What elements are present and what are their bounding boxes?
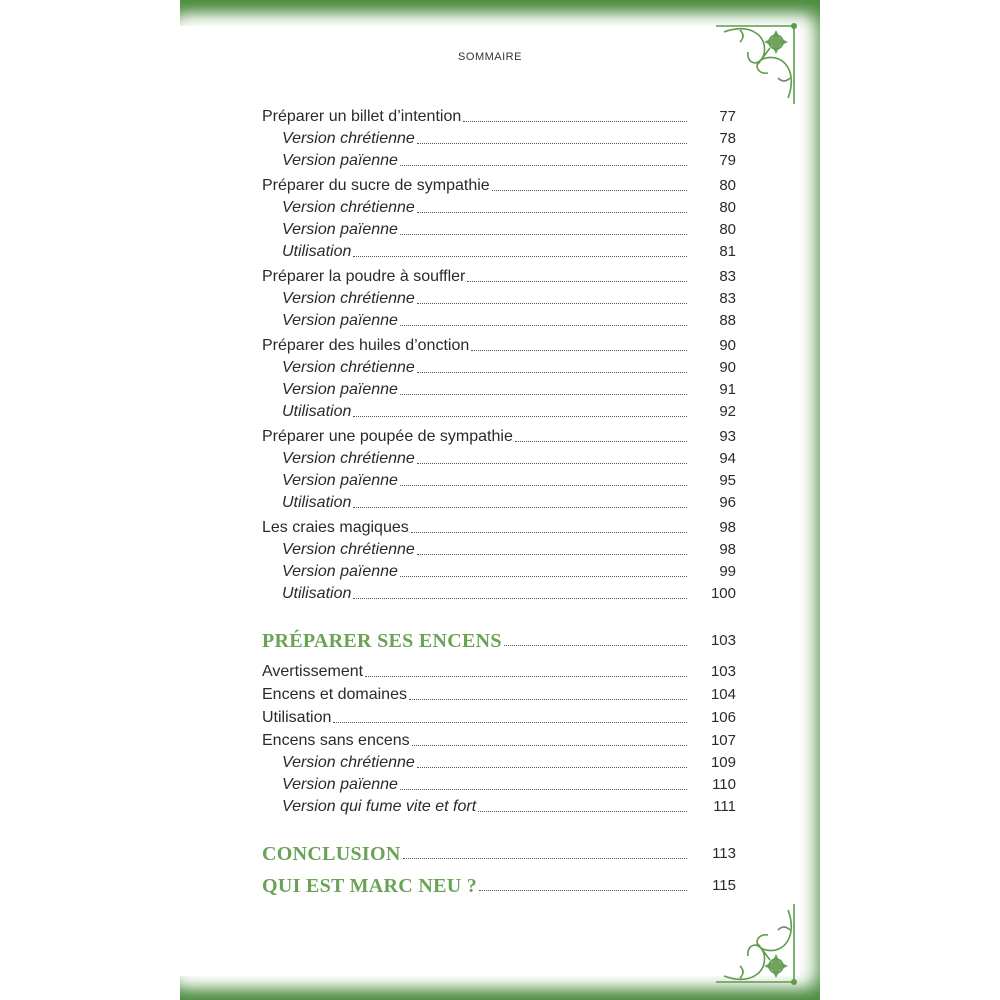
- toc-entry-label: Version païenne: [282, 776, 398, 793]
- toc-entry[interactable]: [262, 173, 736, 195]
- dot-leader: [463, 120, 687, 122]
- toc-entry-label: Utilisation: [282, 585, 352, 602]
- dot-leader: [417, 371, 687, 373]
- toc-entry[interactable]: [262, 239, 736, 261]
- dot-leader: [515, 440, 687, 442]
- toc-entry-label: Version païenne: [282, 152, 398, 169]
- corner-ornament-bottom-right-icon: [710, 898, 802, 990]
- dot-leader: [403, 857, 687, 859]
- toc-entry-page: 83: [719, 290, 736, 307]
- toc-entry-page: 106: [710, 709, 736, 726]
- toc-entry-label: Utilisation: [282, 243, 352, 260]
- dot-leader: [400, 233, 687, 235]
- toc-entry-label: Utilisation: [282, 494, 352, 511]
- toc-entry-label: Préparer des huiles d’onction: [262, 337, 470, 354]
- dot-leader: [333, 721, 687, 723]
- toc-entry-page: 80: [719, 221, 736, 238]
- toc-entry[interactable]: [262, 333, 736, 355]
- toc-entry-label: Avertissement: [262, 663, 364, 680]
- dot-leader: [417, 553, 687, 555]
- toc-entry-label: Préparer une poupée de sympathie: [262, 428, 513, 445]
- toc-entry-label: Les craies magiques: [262, 519, 409, 536]
- toc-entry-label: Utilisation: [262, 709, 332, 726]
- toc-entry-label: Version chrétienne: [282, 754, 415, 771]
- toc-entry-label: Version chrétienne: [282, 450, 415, 467]
- dot-leader: [400, 484, 687, 486]
- toc-entry[interactable]: [262, 659, 736, 681]
- dot-leader: [412, 744, 687, 746]
- toc-section-label: CONCLUSION: [262, 843, 401, 865]
- toc-entry-label: Préparer du sucre de sympathie: [262, 177, 490, 194]
- toc-entry-label: Version chrétienne: [282, 130, 415, 147]
- toc-entry[interactable]: [262, 217, 736, 239]
- toc-entry-page: 88: [719, 312, 736, 329]
- toc-entry-label: Version qui fume vite et fort: [282, 798, 477, 815]
- toc-entry-page: 83: [719, 268, 736, 285]
- toc-entry[interactable]: [262, 515, 736, 537]
- toc-entry-page: 80: [719, 199, 736, 216]
- dot-leader: [479, 889, 687, 891]
- toc-entry-label: Version païenne: [282, 563, 398, 580]
- toc-entry[interactable]: [262, 126, 736, 148]
- toc-entry[interactable]: [262, 581, 736, 603]
- toc-entry[interactable]: [262, 772, 736, 794]
- toc-section-label: QUI EST MARC NEU ?: [262, 875, 478, 897]
- toc-entry-page: 98: [719, 519, 736, 536]
- toc-entry-label: Version païenne: [282, 472, 398, 489]
- toc-section-label: PRÉPARER SES ENCENS: [262, 630, 502, 652]
- dot-leader: [353, 255, 687, 257]
- dot-leader: [365, 675, 687, 677]
- toc-entry-page: 98: [719, 541, 736, 558]
- toc-entry[interactable]: [262, 424, 736, 446]
- toc-entry-page: 91: [719, 381, 736, 398]
- toc-entry[interactable]: [262, 286, 736, 308]
- toc-entry-page: 95: [719, 472, 736, 489]
- toc-entry[interactable]: [262, 195, 736, 217]
- dot-leader: [409, 698, 687, 700]
- toc-entry[interactable]: [262, 794, 736, 816]
- toc-entry-page: 107: [710, 732, 736, 749]
- toc-page: [180, 26, 800, 976]
- toc-entry-page: 103: [710, 632, 736, 649]
- page-header: SOMMAIRE: [458, 51, 522, 63]
- dot-leader: [400, 164, 687, 166]
- toc-entry-page: 90: [719, 337, 736, 354]
- dot-leader: [471, 349, 687, 351]
- toc-entry-page: 104: [710, 686, 736, 703]
- toc-entry[interactable]: [262, 559, 736, 581]
- toc-entry-label: Préparer la poudre à souffler: [262, 268, 466, 285]
- dot-leader: [417, 766, 687, 768]
- toc-entry-page: 93: [719, 428, 736, 445]
- toc-entry-label: Version chrétienne: [282, 359, 415, 376]
- toc-entry-page: 90: [719, 359, 736, 376]
- toc-entry-page: 111: [713, 798, 736, 815]
- toc-entry-label: Utilisation: [282, 403, 352, 420]
- toc-entry-page: 99: [719, 563, 736, 580]
- toc-section-heading[interactable]: [262, 869, 736, 895]
- corner-ornament-top-right-icon: [710, 18, 802, 110]
- toc-entry-page: 92: [719, 403, 736, 420]
- toc-entry-page: 80: [719, 177, 736, 194]
- toc-entry[interactable]: [262, 490, 736, 512]
- toc-entry[interactable]: [262, 728, 736, 750]
- toc-entry[interactable]: [262, 537, 736, 559]
- toc-entry-label: Version chrétienne: [282, 541, 415, 558]
- dot-leader: [417, 302, 687, 304]
- dot-leader: [417, 211, 687, 213]
- toc-entry-page: 100: [710, 585, 736, 602]
- toc-entry-page: 110: [712, 776, 736, 793]
- dot-leader: [492, 189, 687, 191]
- toc-entry-label: Version païenne: [282, 312, 398, 329]
- toc-entry-page: 94: [719, 450, 736, 467]
- toc-entry[interactable]: [262, 377, 736, 399]
- toc-entry[interactable]: [262, 468, 736, 490]
- toc-entry[interactable]: [262, 308, 736, 330]
- dot-leader: [400, 575, 687, 577]
- toc-entry[interactable]: [262, 705, 736, 727]
- toc-entry-label: Version païenne: [282, 381, 398, 398]
- toc-entry[interactable]: [262, 446, 736, 468]
- dot-leader: [353, 415, 687, 417]
- toc-entry-page: 109: [710, 754, 736, 771]
- toc-entry-page: 79: [719, 152, 736, 169]
- toc-entry[interactable]: [262, 355, 736, 377]
- dot-leader: [417, 142, 687, 144]
- toc-entry-page: 115: [712, 877, 736, 894]
- toc-entry-label: Version chrétienne: [282, 199, 415, 216]
- toc-entry-page: 113: [712, 845, 736, 862]
- dot-leader: [353, 506, 687, 508]
- dot-leader: [504, 644, 687, 646]
- toc-section-heading[interactable]: [262, 624, 736, 650]
- toc-entry[interactable]: [262, 104, 736, 126]
- toc-entry[interactable]: [262, 750, 736, 772]
- toc-entry-page: 96: [719, 494, 736, 511]
- dot-leader: [478, 810, 687, 812]
- toc-entry-label: Encens et domaines: [262, 686, 407, 703]
- toc-entry[interactable]: [262, 148, 736, 170]
- toc-entry-label: Version païenne: [282, 221, 398, 238]
- dot-leader: [353, 597, 687, 599]
- dot-leader: [411, 531, 687, 533]
- toc-entry-label: Version chrétienne: [282, 290, 415, 307]
- toc-entry[interactable]: [262, 399, 736, 421]
- toc-entry-label: Encens sans encens: [262, 732, 410, 749]
- toc-entry-label: Préparer un billet d’intention: [262, 108, 462, 125]
- dot-leader: [400, 393, 687, 395]
- toc-entry-page: 78: [719, 130, 736, 147]
- dot-leader: [467, 280, 687, 282]
- toc-entry[interactable]: [262, 264, 736, 286]
- toc-entry[interactable]: [262, 682, 736, 704]
- dot-leader: [400, 324, 687, 326]
- toc-section-heading[interactable]: [262, 837, 736, 863]
- dot-leader: [417, 462, 687, 464]
- dot-leader: [400, 788, 687, 790]
- toc-entry-page: 77: [719, 108, 736, 125]
- toc-entry-page: 81: [719, 243, 736, 260]
- toc-entry-page: 103: [710, 663, 736, 680]
